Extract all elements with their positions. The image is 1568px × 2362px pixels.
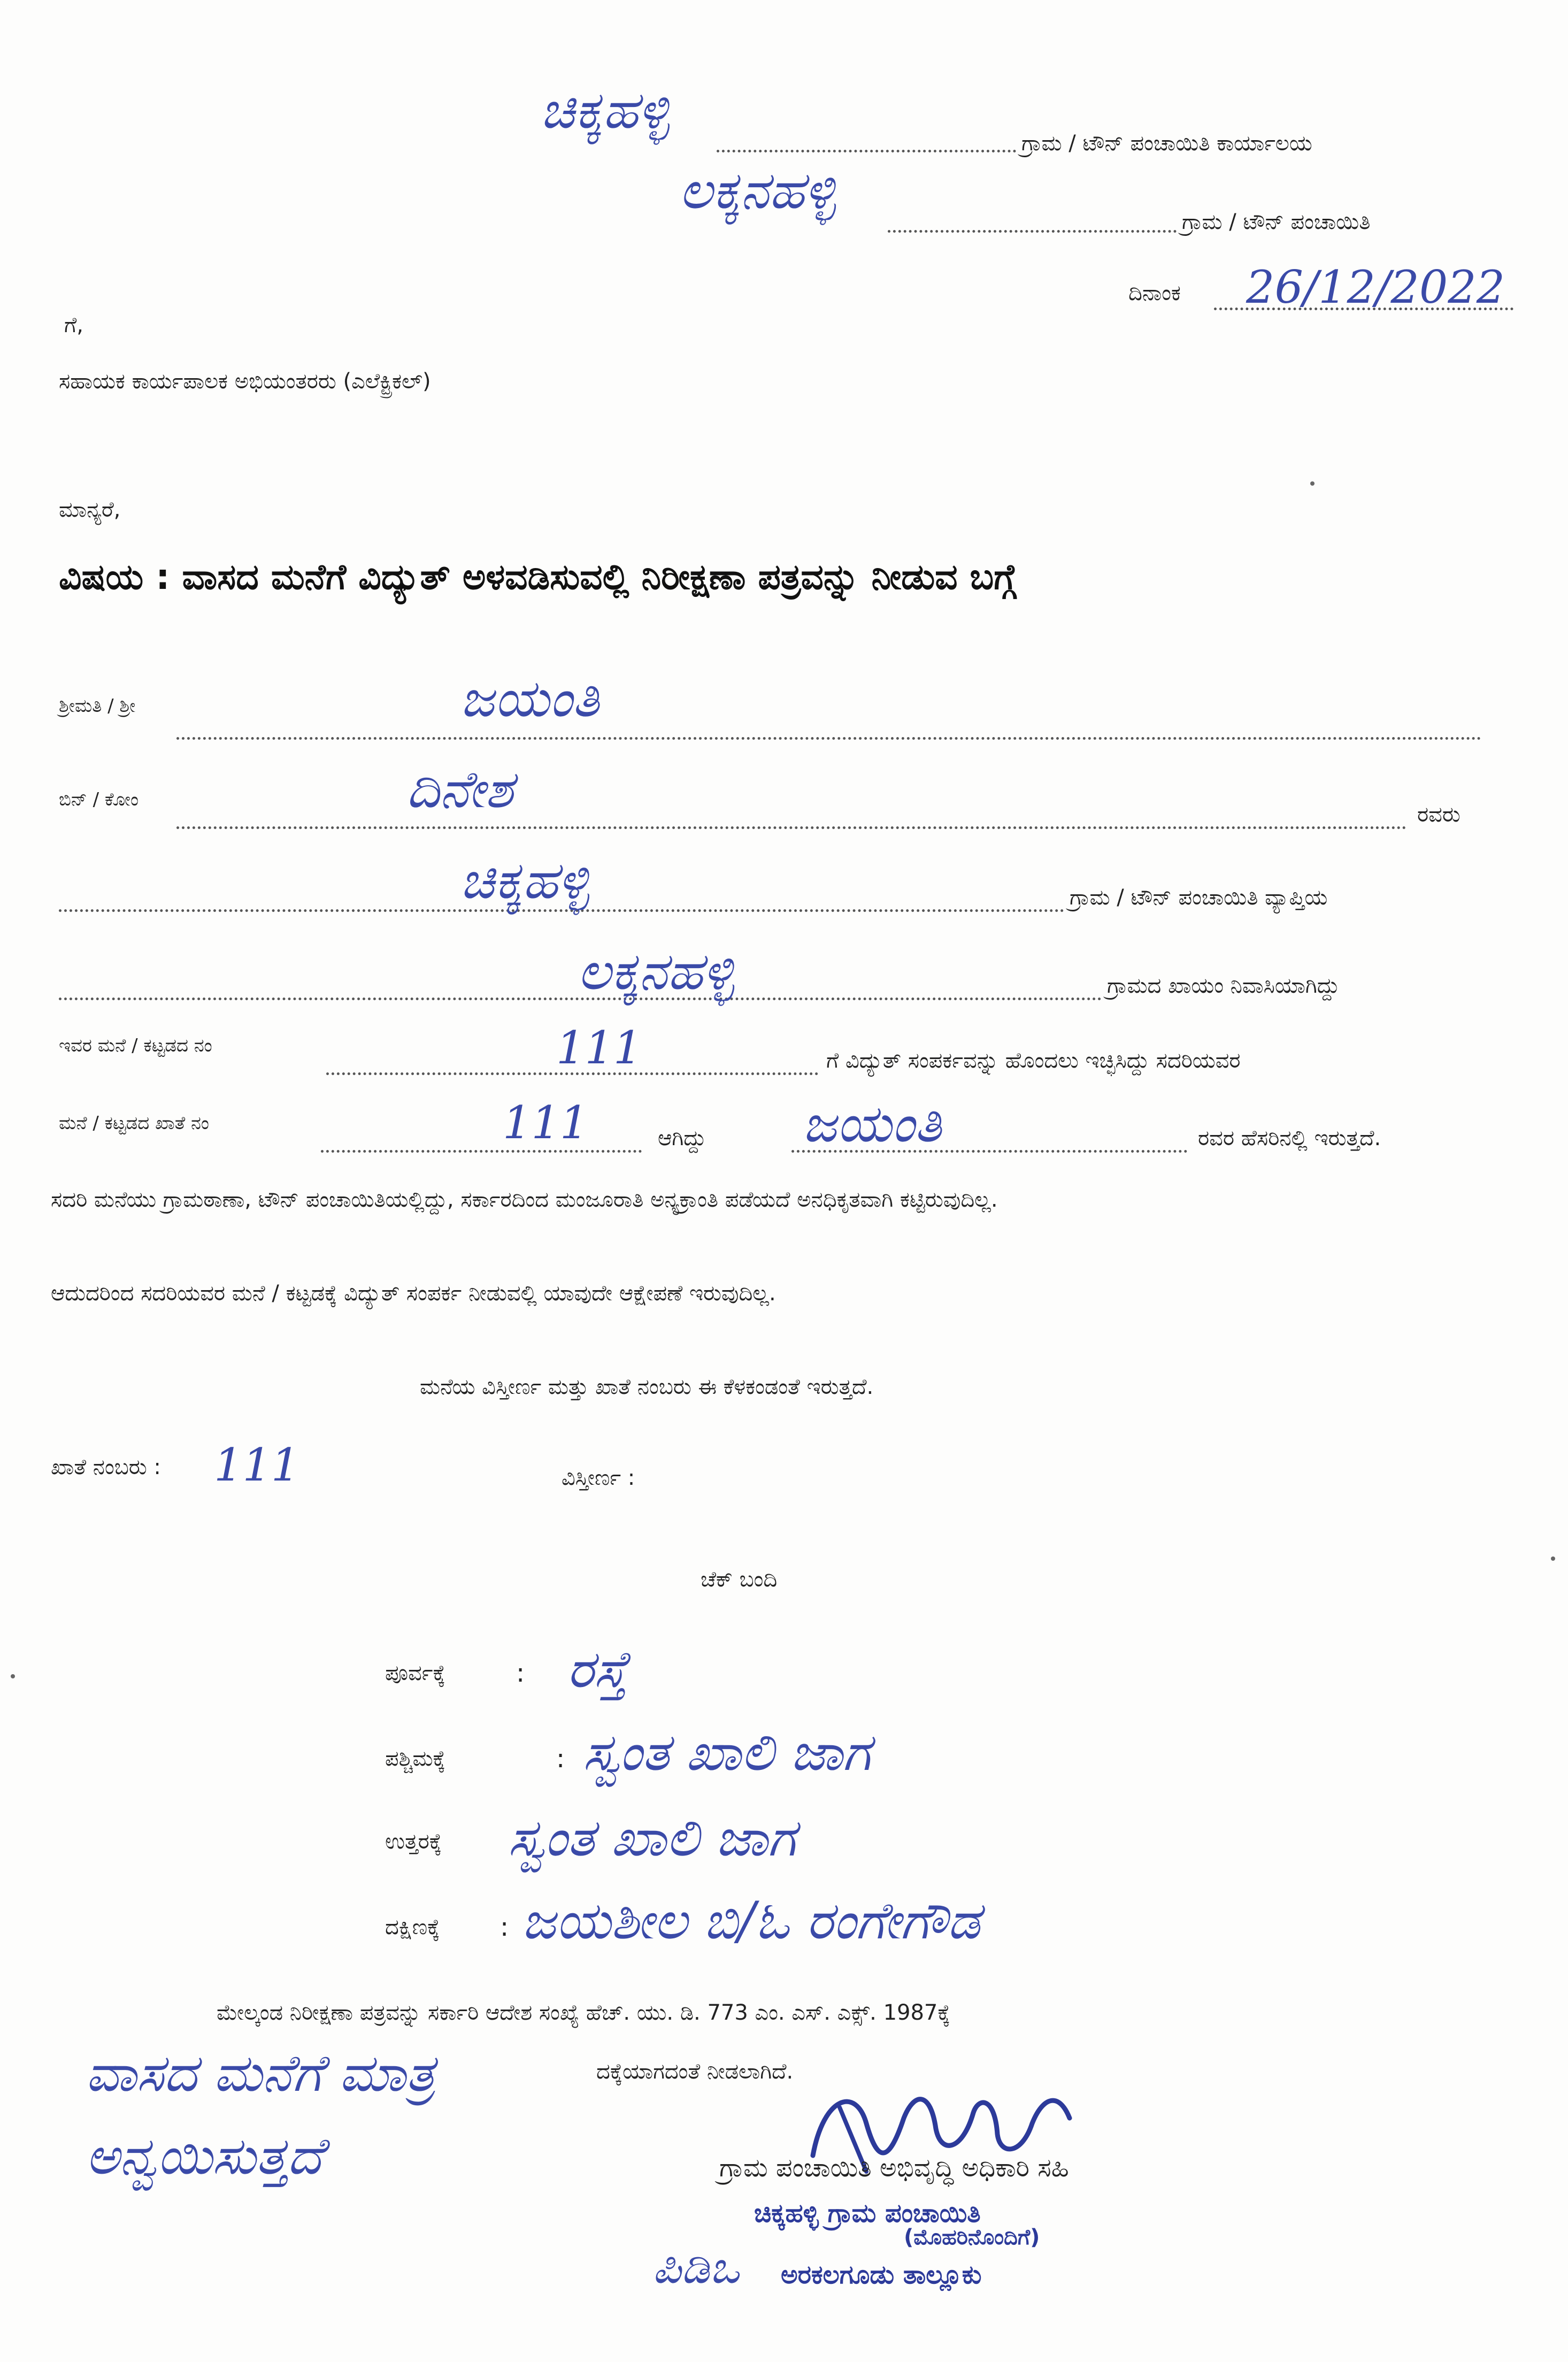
khata-suffix: ರವರ ಹೆಸರಿನಲ್ಲಿ ಇರುತ್ತದೆ. bbox=[1198, 1126, 1381, 1151]
north-value: ಸ್ವಂತ ಖಾಲಿ ಜಾಗ bbox=[508, 1808, 796, 1868]
order-line-1: ಮೇಲ್ಕಂಡ ನಿರೀಕ್ಷಣಾ ಪತ್ರವನ್ನು ಸರ್ಕಾರಿ ಆದೇಶ ಸಂಖ್ಯೆ ಹೆಚ್. ಯು. ಡಿ. 773 ಎಂ. ಎಸ್. ಎಕ್ಸ್. 1987ಕ್ಕೆ bbox=[217, 2000, 950, 2025]
body-line-3: ಮನೆಯ ವಿಸ್ತೀರ್ಣ ಮತ್ತು ಖಾತೆ ನಂಬರು ಈ ಕೆಳಕಂಡಂತೆ ಇರುತ್ತದೆ. bbox=[420, 1375, 874, 1399]
west-value: ಸ್ವಂತ ಖಾಲಿ ಜಾಗ bbox=[583, 1722, 871, 1782]
header-village-line bbox=[717, 150, 1016, 152]
speck bbox=[11, 1674, 15, 1678]
name-line bbox=[176, 737, 1481, 740]
khata-no-label: ಖಾತೆ ನಂಬರು : bbox=[51, 1455, 161, 1479]
body-line-2: ಆದುದರಿಂದ ಸದರಿಯವರ ಮನೆ / ಕಟ್ಟಡಕ್ಕೆ ವಿದ್ಯುತ್ ಸಂಪರ್ಕ ನೀಡುವಲ್ಲಿ ಯಾವುದೇ ಆಕ್ಷೇಪಣೆ ಇರುವುದಿಲ್ಲ. bbox=[51, 1281, 776, 1306]
header-village-handwritten: ಚಿಕ್ಕಹಳ್ಳಿ bbox=[540, 80, 670, 140]
subject-line: ವಿಷಯ : ವಾಸದ ಮನೆಗೆ ವಿದ್ಯುತ್ ಅಳವಡಿಸುವಲ್ಲಿ ನಿರೀಕ್ಷಣಾ ಪತ್ರವನ್ನು ನೀಡುವ ಬಗ್ಗೆ bbox=[59, 556, 1017, 597]
name-label: ಶ್ರೀಮತಿ / ಶ್ರೀ bbox=[59, 695, 136, 717]
area-label: ವಿಸ್ತೀರ್ಣ : bbox=[562, 1466, 635, 1490]
note-line-1: ವಾಸದ ಮನೆಗೆ ಮಾತ್ರ bbox=[86, 2043, 435, 2103]
east-label: ಪೂರ್ವಕ್ಕೆ bbox=[385, 1661, 445, 1685]
relation-suffix: ರವರು bbox=[1417, 802, 1461, 827]
khata-value: 111 bbox=[503, 1096, 589, 1149]
west-label: ಪಶ್ಚಿಮಕ್ಕೆ bbox=[385, 1746, 445, 1771]
gram-value: ಲಕ್ಕನಹಳ್ಳಿ bbox=[578, 941, 734, 1001]
house-label: ಇವರ ಮನೆ / ಕಟ್ಟಡದ ನಂ bbox=[59, 1035, 212, 1056]
village-suffix: ಗ್ರಾಮ / ಟೌನ್ ಪಂಚಾಯಿತಿ ವ್ಯಾಪ್ತಿಯ bbox=[1070, 885, 1328, 910]
east-colon: : bbox=[516, 1658, 525, 1688]
owner-value: ಜಯಂತಿ bbox=[802, 1094, 942, 1154]
west-colon: : bbox=[556, 1744, 565, 1774]
village-value: ಚಿಕ್ಕಹಳ್ಳಿ bbox=[460, 850, 589, 910]
addressee-line: ಸಹಾಯಕ ಕಾರ್ಯಪಾಲಕ ಅಭಿಯಂತರರು (ಎಲೆಕ್ಟ್ರಿಕಲ್) bbox=[59, 369, 431, 394]
salutation: ಮಾನ್ಯರೆ, bbox=[59, 497, 121, 522]
date-value: 26/12/2022 bbox=[1246, 261, 1505, 313]
khata-line bbox=[321, 1150, 642, 1153]
south-label: ದಕ್ಷಿಣಕ್ಕೆ bbox=[385, 1915, 440, 1939]
stamp-prefix-handwritten: ಪಿಡಿಒ bbox=[652, 2241, 740, 2294]
stamp-line-3: ಅರಕಲಗೂಡು ತಾಲ್ಲೂಕು bbox=[781, 2260, 982, 2290]
order-line-2: ದಕ್ಕೆಯಾಗದಂತೆ ನೀಡಲಾಗಿದೆ. bbox=[596, 2059, 794, 2084]
relation-line bbox=[176, 826, 1406, 829]
khata-no-value: 111 bbox=[214, 1439, 300, 1491]
boundaries-title: ಚೆಕ್ ಬಂದಿ bbox=[701, 1567, 778, 1592]
addressee-to: ಗೆ, bbox=[64, 313, 83, 338]
speck bbox=[1551, 1556, 1555, 1561]
khata-mid: ಆಗಿದ್ದು bbox=[658, 1126, 706, 1151]
header-panchayat-line bbox=[888, 230, 1177, 233]
header-panchayat-handwritten: ಲಕ್ಕನಹಳ್ಳಿ bbox=[679, 160, 836, 220]
south-colon: : bbox=[500, 1912, 509, 1942]
south-value: ಜಯಶೀಲ ಬಿ/ಓ ರಂಗೇಗೌಡ bbox=[521, 1891, 980, 1951]
date-label: ದಿನಾಂಕ bbox=[1128, 281, 1181, 305]
house-suffix: ಗೆ ವಿದ್ಯುತ್ ಸಂಪರ್ಕವನ್ನು ಹೊಂದಲು ಇಚ್ಛಿಸಿದ್ದು ಸದರಿಯವರ bbox=[826, 1048, 1241, 1073]
gram-suffix: ಗ್ರಾಮದ ಖಾಯಂ ನಿವಾಸಿಯಾಗಿದ್ದು bbox=[1107, 973, 1340, 998]
north-label: ಉತ್ತರಕ್ಕೆ bbox=[385, 1829, 442, 1854]
officer-title: ಗ್ರಾಮ ಪಂಚಾಯಿತಿ ಅಭಿವೃದ್ಧಿ ಅಧಿಕಾರಿ ಸಹಿ bbox=[719, 2153, 1069, 2183]
relation-value: ದಿನೇಶ bbox=[406, 760, 513, 819]
speck bbox=[1310, 481, 1315, 486]
east-value: ರಸ್ತೆ bbox=[567, 1639, 628, 1699]
body-line-1: ಸದರಿ ಮನೆಯು ಗ್ರಾಮಠಾಣಾ, ಟೌನ್ ಪಂಚಾಯಿತಿಯಲ್ಲಿದ್ದು, ಸರ್ಕಾರದಿಂದ ಮಂಜೂರಾತಿ ಅನ್ಯಕ್ರಾಂತಿ ಪಡೆಯದೆ ಅನಧಿಕೃತವಾಗಿ ಕಟ್ಟಿರುವುದಿಲ್ಲ. bbox=[51, 1187, 998, 1212]
date-line bbox=[1214, 308, 1513, 310]
khata-label: ಮನೆ / ಕಟ್ಟಡದ ಖಾತೆ ನಂ bbox=[59, 1113, 209, 1134]
stamp-line-1: ಚಿಕ್ಕಹಳ್ಳಿ ಗ್ರಾಮ ಪಂಚಾಯಿತಿ bbox=[754, 2198, 981, 2228]
house-value: 111 bbox=[556, 1022, 642, 1074]
stamp-line-2: (ಮೊಹರಿನೊಂದಿಗೆ) bbox=[904, 2225, 1040, 2250]
note-line-2: ಅನ್ವಯಿಸುತ್ತದೆ bbox=[86, 2126, 323, 2186]
header-village-label: ಗ್ರಾಮ / ಟೌನ್ ಪಂಚಾಯಿತಿ ಕಾರ್ಯಾಲಯ bbox=[1021, 131, 1312, 156]
relation-label: ಬಿನ್ / ಕೋಂ bbox=[59, 789, 139, 810]
header-panchayat-label: ಗ್ರಾಮ / ಟೌನ್ ಪಂಚಾಯಿತಿ bbox=[1182, 210, 1371, 234]
name-value: ಜಯಂತಿ bbox=[460, 669, 599, 728]
